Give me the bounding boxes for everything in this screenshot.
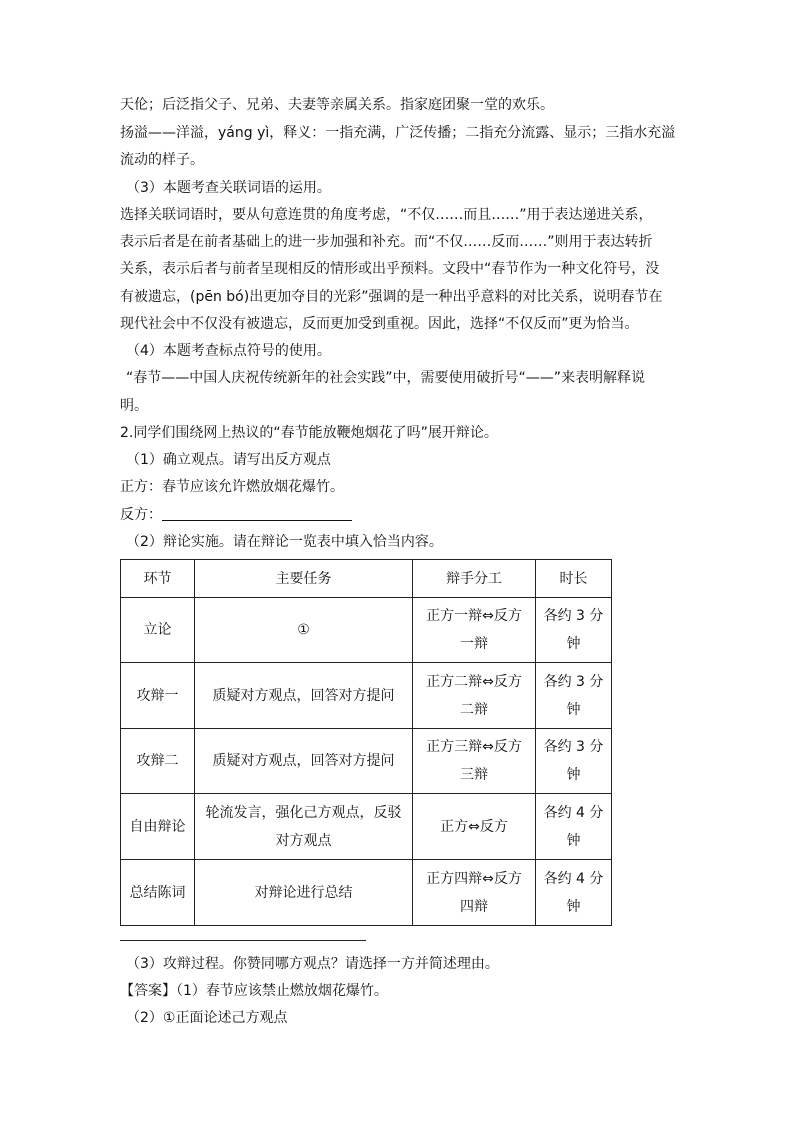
task-cell: 质疑对方观点，回答对方提问 (195, 729, 413, 794)
text-line: 天伦；后泛指父子、兄弟、夫妻等亲属关系。指家庭团聚一堂的欢乐。 (120, 97, 554, 113)
section-divider (120, 940, 366, 941)
text-line: 流动的样子。 (120, 152, 204, 168)
text-line: （3）攻辩过程。你赞同哪方观点？请选择一方并简述理由。 (126, 956, 499, 972)
header-cell: 主要任务 (195, 560, 413, 598)
text-line: 关系，表示后者与前者呈现相反的情形或出乎预料。文段中“春节作为一种文化符号，没 (120, 261, 660, 277)
question-2-heading: 2.同学们围绕网上热议的“春节能放鞭炮烟花了吗”展开辩论。 (120, 425, 498, 441)
text-line: （2）辩论实施。请在辩论一览表中填入恰当内容。 (126, 534, 443, 550)
text-line: 扬溢——洋溢，yáng yì，释义：一指充满，广泛传播；二指充分流露、显示；三指水充溢 (120, 125, 676, 141)
table-row (121, 860, 612, 926)
text-line: 有被遗忘，(pēn bó)出更加夺目的光彩”强调的是一种出乎意料的对比关系，说明春节在 (120, 289, 663, 305)
roles-cell: 正方四辩⇔反方 四辩 (413, 860, 536, 926)
answer-line (120, 505, 680, 525)
table-row (121, 729, 612, 794)
debate-table (120, 559, 612, 926)
table-row (121, 794, 612, 860)
time-cell: 各约 4 分 钟 (536, 860, 612, 926)
roles-cell: 正方⇔反方 (413, 794, 536, 860)
text-line: 选择关联词语时，要从句意连贯的角度考虑，“不仅……而且……”用于表达递进关系， (120, 207, 653, 223)
text-line: 明。 (120, 398, 148, 414)
stage-cell: 攻辩二 (121, 729, 195, 794)
header-cell: 时长 (536, 560, 612, 598)
header-cell: 环节 (121, 560, 195, 598)
stage-cell: 自由辩论 (121, 794, 195, 860)
text-line: 表示后者是在前者基础上的进一步加强和补充。而“不仅……反而……”则用于表达转折 (120, 234, 653, 250)
table-header-row (121, 560, 612, 598)
task-cell: 对辩论进行总结 (195, 860, 413, 926)
stage-cell: 攻辩一 (121, 663, 195, 729)
stage-cell: 总结陈词 (121, 860, 195, 926)
task-cell: 质疑对方观点，回答对方提问 (195, 663, 413, 729)
task-cell: ① (195, 598, 413, 663)
answer-label: 反方： (120, 507, 162, 523)
table-row (121, 663, 612, 729)
text-line: 正方：春节应该允许燃放烟花爆竹。 (120, 479, 344, 495)
table-row (121, 598, 612, 663)
text-line: （3）本题考查关联词语的运用。 (126, 180, 331, 196)
answer-heading: 【答案】（1）春节应该禁止燃放烟花爆竹。 (120, 983, 388, 999)
roles-cell: 正方三辩⇔反方 三辩 (413, 729, 536, 794)
header-cell: 辩手分工 (413, 560, 536, 598)
roles-cell: 正方二辩⇔反方 二辩 (413, 663, 536, 729)
text-line: “春节——中国人庆祝传统新年的社会实践”中，需要使用破折号“——”来表明解释说 (126, 370, 646, 386)
time-cell: 各约 3 分 钟 (536, 729, 612, 794)
time-cell: 各约 3 分 钟 (536, 663, 612, 729)
text-line: （2）①正面论述己方观点 (126, 1010, 288, 1026)
stage-cell: 立论 (121, 598, 195, 663)
time-cell: 各约 3 分 钟 (536, 598, 612, 663)
text-line: （1）确立观点。请写出反方观点 (126, 452, 331, 468)
text-line: （4）本题考查标点符号的使用。 (126, 343, 331, 359)
text-line: 现代社会中不仅没有被遗忘，反而更加受到重视。因此，选择“不仅反而”更为恰当。 (120, 316, 639, 332)
task-cell: 轮流发言，强化己方观点，反驳 对方观点 (195, 794, 413, 860)
answer-blank (162, 506, 352, 521)
time-cell: 各约 4 分 钟 (536, 794, 612, 860)
roles-cell: 正方一辩⇔反方 一辩 (413, 598, 536, 663)
